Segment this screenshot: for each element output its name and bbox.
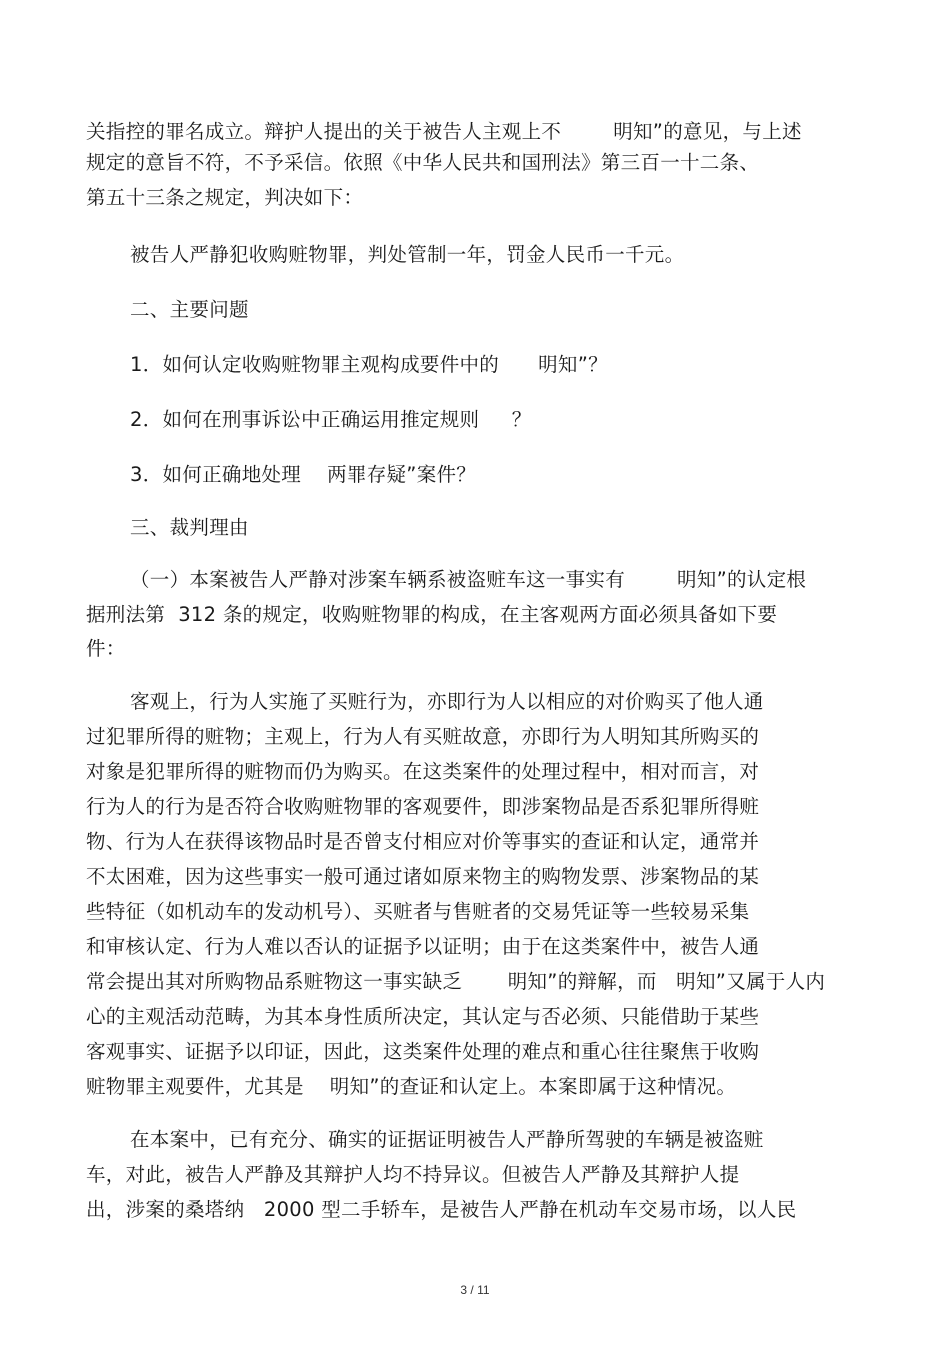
text-line: 在本案中，已有充分、确实的证据证明被告人严静所驾驶的车辆是被盗赃 xyxy=(130,1128,764,1151)
text-line: （一）本案被告人严静对涉案车辆系被盗赃车这一事实有 明知”的认定根 xyxy=(130,568,807,591)
text-line: 被告人严静犯收购赃物罪，判处管制一年，罚金人民币一千元。 xyxy=(130,243,685,266)
text-line: 件： xyxy=(86,637,126,660)
text-line: 些特征（如机动车的发动机号）、买赃者与售赃者的交易凭证等一些较易采集 xyxy=(86,900,750,923)
text-line: 对象是犯罪所得的赃物而仍为购买。在这类案件的处理过程中，相对而言，对 xyxy=(86,760,760,783)
text-line: 客观上，行为人实施了买赃行为，亦即行为人以相应的对价购买了他人通 xyxy=(130,690,764,713)
text-line: 关指控的罪名成立。辩护人提出的关于被告人主观上不 明知”的意见，与上述 xyxy=(86,120,802,143)
text-line: 不太困难，因为这些事实一般可通过诸如原来物主的购物发票、涉案物品的某 xyxy=(86,865,760,888)
text-line: 出，涉案的桑塔纳 2000 型二手轿车，是被告人严静在机动车交易市场，以人民 xyxy=(86,1198,797,1221)
text-line: 第五十三条之规定，判决如下： xyxy=(86,186,364,209)
text-line: 客观事实、证据予以印证，因此，这类案件处理的难点和重心往往聚焦于收购 xyxy=(86,1040,760,1063)
text-line: 心的主观活动范畴，为其本身性质所决定，其认定与否必须、只能借助于某些 xyxy=(86,1005,760,1028)
text-line: 据刑法第 312 条的规定，收购赃物罪的构成，在主客观两方面必须具备如下要 xyxy=(86,603,778,626)
question-item: 1．如何认定收购赃物罪主观构成要件中的 明知”？ xyxy=(130,353,608,376)
section-heading: 三、裁判理由 xyxy=(130,516,249,539)
question-item: 3．如何正确地处理 两罪存疑”案件？ xyxy=(130,463,477,486)
page-number: 3 / 11 xyxy=(460,1283,490,1297)
text-line: 行为人的行为是否符合收购赃物罪的客观要件，即涉案物品是否系犯罪所得赃 xyxy=(86,795,760,818)
text-line: 过犯罪所得的赃物；主观上，行为人有买赃故意，亦即行为人明知其所购买的 xyxy=(86,725,760,748)
text-line: 赃物罪主观要件，尤其是 明知”的查证和认定上。本案即属于这种情况。 xyxy=(86,1075,737,1098)
section-heading: 二、主要问题 xyxy=(130,298,249,321)
question-item: 2．如何在刑事诉讼中正确运用推定规则 ？ xyxy=(130,408,532,431)
text-line: 常会提出其对所购物品系赃物这一事实缺乏 明知”的辩解，而 明知”又属于人内 xyxy=(86,970,826,993)
text-line: 规定的意旨不符，不予采信。依照《中华人民共和国刑法》第三百一十二条、 xyxy=(86,151,760,174)
text-line: 车，对此，被告人严静及其辩护人均不持异议。但被告人严静及其辩护人提 xyxy=(86,1163,740,1186)
text-line: 物、行为人在获得该物品时是否曾支付相应对价等事实的查证和认定，通常并 xyxy=(86,830,760,853)
text-line: 和审核认定、行为人难以否认的证据予以证明；由于在这类案件中，被告人通 xyxy=(86,935,760,958)
